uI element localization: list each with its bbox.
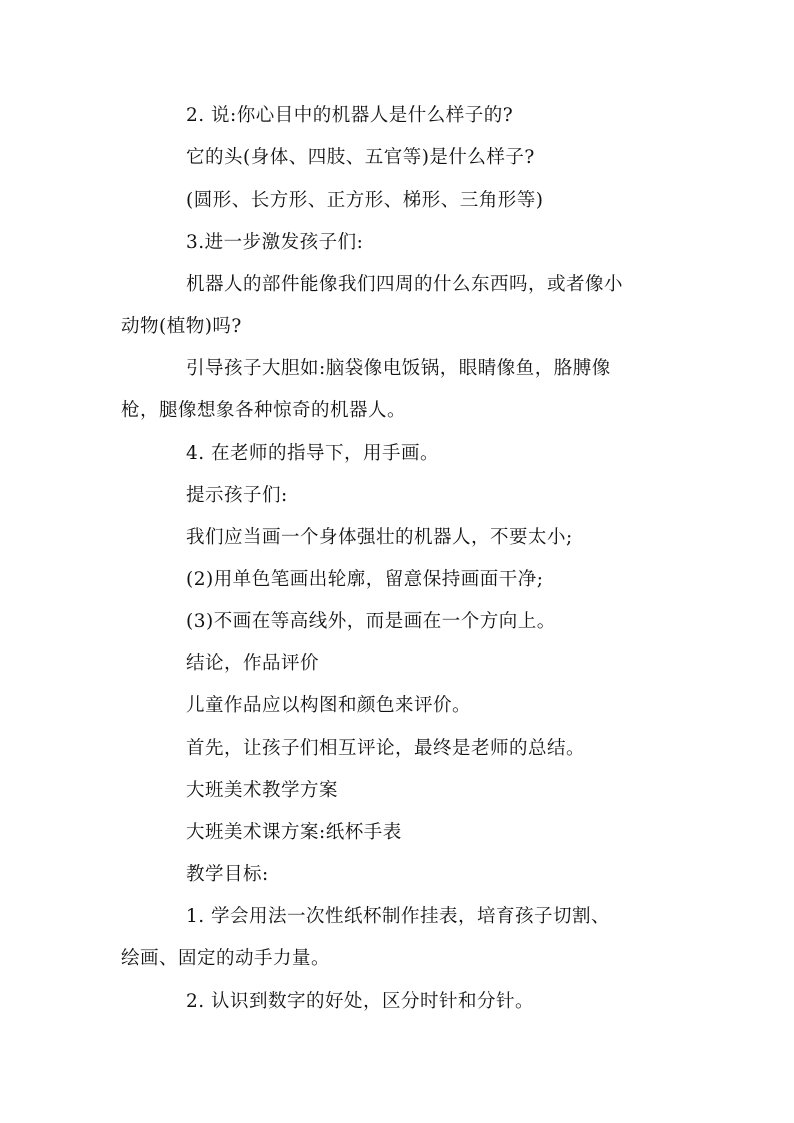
- paragraph-line: 2. 认识到数字的好处，区分时针和分针。: [186, 991, 535, 1012]
- paragraph-line: 动物(植物)吗?: [121, 316, 242, 337]
- paragraph-line: 提示孩子们:: [186, 485, 288, 506]
- paragraph-line: 机器人的部件能像我们四周的什么东西吗，或者像小: [186, 274, 624, 295]
- paragraph-line: 2. 说:你心目中的机器人是什么样子的?: [186, 105, 514, 126]
- paragraph-line: 首先，让孩子们相互评论，最终是老师的总结。: [186, 738, 586, 759]
- paragraph-line: 引导孩子大胆如:脑袋像电饭锅，眼睛像鱼，胳膊像: [186, 358, 611, 379]
- paragraph-line: (3)不画在等高线外，而是画在一个方向上。: [186, 611, 556, 632]
- paragraph-line: 大班美术课方案:纸杯手表: [186, 822, 402, 843]
- paragraph-line: 儿童作品应以构图和颜色来评价。: [186, 695, 472, 716]
- paragraph-line: 3.进一步激发孩子们:: [186, 232, 364, 253]
- paragraph-line: 绘画、固定的动手力量。: [121, 948, 331, 969]
- paragraph-line: 1. 学会用法一次性纸杯制作挂表，培育孩子切割、: [186, 906, 611, 927]
- paragraph-line: 4. 在老师的指导下，用手画。: [186, 443, 440, 464]
- paragraph-line: 它的头(身体、四肢、五官等)是什么样子?: [186, 147, 535, 168]
- section-heading: 大班美术教学方案: [186, 780, 339, 801]
- paragraph-line: 结论，作品评价: [186, 653, 320, 674]
- paragraph-line: 我们应当画一个身体强壮的机器人，不要太小;: [186, 527, 573, 548]
- paragraph-line: (圆形、长方形、正方形、梯形、三角形等): [186, 190, 544, 211]
- paragraph-line: 教学目标:: [186, 864, 269, 885]
- paragraph-line: (2)用单色笔画出轮廓，留意保持画面干净;: [186, 569, 544, 590]
- paragraph-line: 枪，腿像想象各种惊奇的机器人。: [121, 400, 407, 421]
